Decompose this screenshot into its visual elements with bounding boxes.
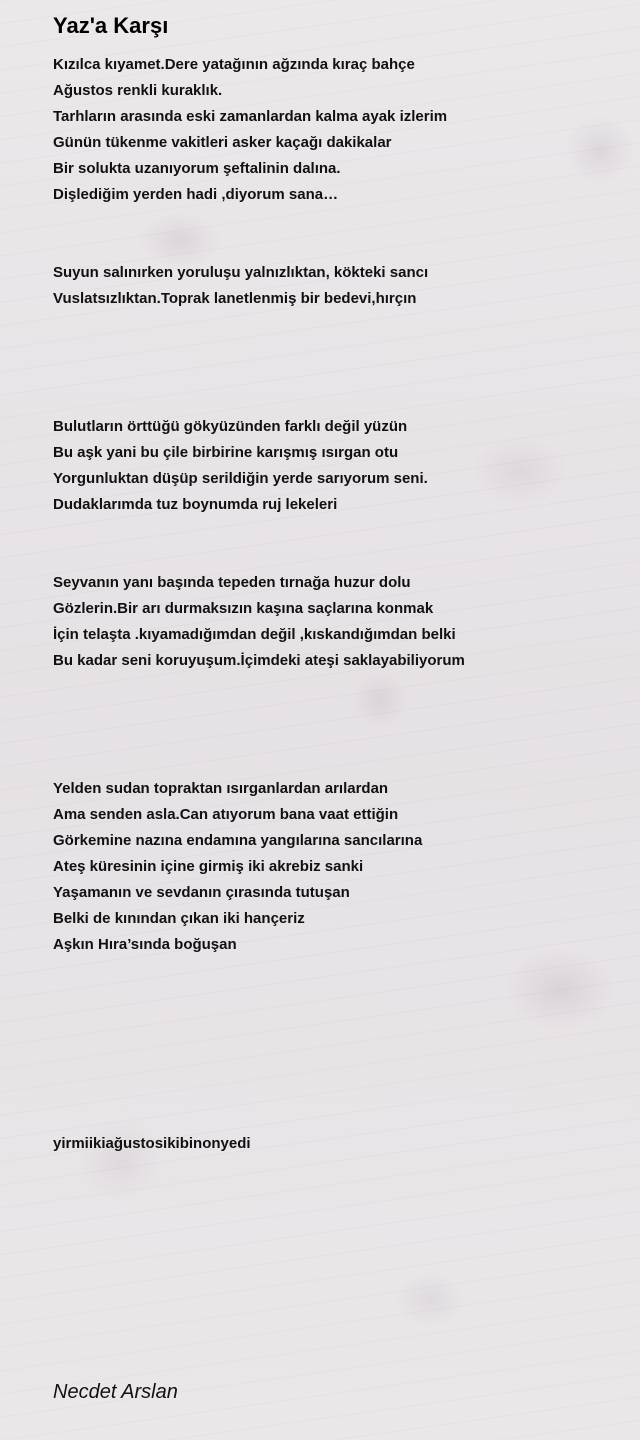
poem-line: Kızılca kıyamet.Dere yatağının ağzında kıraç bahçe: [53, 56, 415, 73]
poem-line: Gözlerin.Bir arı durmaksızın kaşına saçlarına konmak: [53, 600, 434, 617]
poem-line: Seyvanın yanı başında tepeden tırnağa huzur dolu: [53, 574, 411, 591]
stanza-5: [53, 776, 613, 958]
stanza-1: [53, 52, 613, 208]
poem-line: Belki de kınından çıkan iki hançeriz: [53, 910, 305, 927]
poem-line: İçin telaşta .kıyamadığımdan değil ,kıskandığımdan belki: [53, 626, 456, 643]
poem-line: Dişlediğim yerden hadi ,diyorum sana…: [53, 186, 339, 203]
poem-line: Vuslatsızlıktan.Toprak lanetlenmiş bir bedevi,hırçın: [53, 290, 417, 307]
poem-line: Yelden sudan topraktan ısırganlardan arılardan: [53, 780, 389, 797]
poem-line: Yaşamanın ve sevdanın çırasında tutuşan: [53, 884, 350, 901]
stanza-4: [53, 570, 613, 674]
poem-dateline: yirmiikiağustosikibinonyedi: [53, 1135, 251, 1152]
poem-body: [53, 52, 613, 958]
poem-line: Tarhların arasında eski zamanlardan kalma ayak izlerim: [53, 108, 448, 125]
poem-line: Bir solukta uzanıyorum şeftalinin dalına.: [53, 160, 341, 177]
poem-author: Necdet Arslan: [53, 1381, 178, 1403]
poem-line: Suyun salınırken yoruluşu yalnızlıktan, kökteki sancı: [53, 264, 429, 281]
stanza-3: [53, 414, 613, 518]
poem-line: Günün tükenme vakitleri asker kaçağı dakikalar: [53, 134, 392, 151]
poem-line: Ağustos renkli kuraklık.: [53, 82, 223, 99]
poem-line: Ama senden asla.Can atıyorum bana vaat ettiğin: [53, 806, 399, 823]
poem-line: Görkemine nazına endamına yangılarına sancılarına: [53, 832, 423, 849]
poem-line: Dudaklarımda tuz boynumda ruj lekeleri: [53, 496, 338, 513]
stanza-2: [53, 260, 613, 312]
poem-line: Bulutların örttüğü gökyüzünden farklı değil yüzün: [53, 418, 408, 435]
poem-line: Bu kadar seni koruyuşum.İçimdeki ateşi saklayabiliyorum: [53, 652, 465, 669]
poem-line: Ateş küresinin içine girmiş iki akrebiz sanki: [53, 858, 364, 875]
poem-title: Yaz'a Karşı: [53, 13, 169, 38]
poem-line: Yorgunluktan düşüp serildiğin yerde sarıyorum seni.: [53, 470, 428, 487]
poem-line: Aşkın Hıra’sında boğuşan: [53, 936, 237, 953]
poem-line: Bu aşk yani bu çile birbirine karışmış ısırgan otu: [53, 444, 399, 461]
